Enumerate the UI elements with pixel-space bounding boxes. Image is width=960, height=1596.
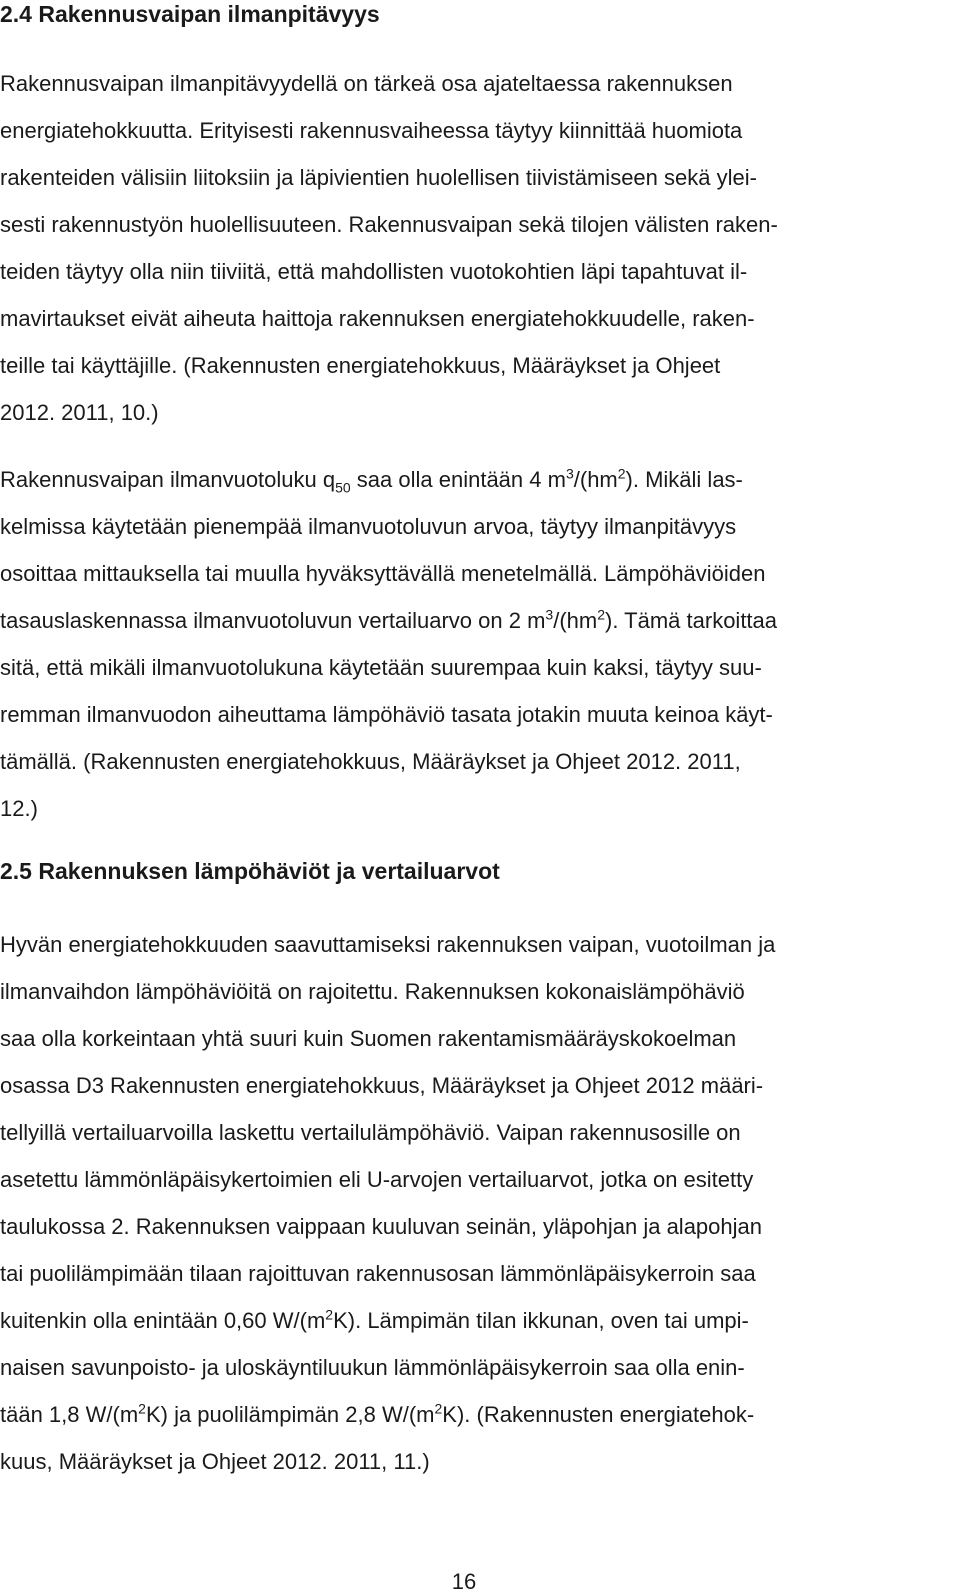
text-fragment: K). (Rakennusten energiatehok-: [442, 1402, 755, 1427]
text-fragment: K). Lämpimän tilan ikkunan, oven tai umpi-: [333, 1308, 749, 1333]
superscript: 2: [138, 1400, 146, 1417]
text-line: rakenteiden välisiin liitoksiin ja läpivientien huolellisen tiivistämiseen sekä ylei-: [0, 165, 757, 190]
text-fragment: saa olla enintään 4 m: [350, 467, 566, 492]
text-line: sitä, että mikäli ilmanvuotolukuna käytetään suurempaa kuin kaksi, täytyy suu-: [0, 655, 762, 680]
text-line: ilmanvaihdon lämpöhäviöitä on rajoitettu. Rakennuksen kokonaislämpöhäviö: [0, 979, 745, 1004]
text-line: naisen savunpoisto- ja uloskäyntiluukun lämmönläpäisykerroin saa olla enin-: [0, 1355, 745, 1380]
text-line: tellyillä vertailuarvoilla laskettu vertailulämpöhäviö. Vaipan rakennusosille on: [0, 1120, 741, 1145]
text-fragment: kuitenkin olla enintään 0,60 W/(m: [0, 1308, 326, 1333]
superscript: 3: [545, 606, 554, 623]
text-fragment: tasauslaskennassa ilmanvuotoluvun vertailuarvo on 2 m: [0, 608, 546, 633]
section-heading-2-5: 2.5 Rakennuksen lämpöhäviöt ja vertailuarvot: [0, 858, 500, 884]
superscript: 2: [434, 1400, 443, 1417]
text-line: energiatehokkuutta. Erityisesti rakennusvaiheessa täytyy kiinnittää huomiota: [0, 118, 743, 143]
text-line: osoittaa mittauksella tai muulla hyväksyttävällä menetelmällä. Lämpöhäviöiden: [0, 561, 766, 586]
text-line: saa olla korkeintaan yhtä suuri kuin Suomen rakentamismääräyskokoelman: [0, 1026, 737, 1051]
text-line: Rakennusvaipan ilmanpitävyydellä on tärkeä osa ajateltaessa rakennuksen: [0, 71, 733, 96]
text-fragment: Rakennusvaipan ilmanvuotoluku q: [0, 467, 336, 492]
text-line: taulukossa 2. Rakennuksen vaippaan kuuluvan seinän, yläpohjan ja alapohjan: [0, 1214, 762, 1239]
text-fragment: K) ja puolilämpimän 2,8 W/(m: [145, 1402, 435, 1427]
text-line: [0, 597, 960, 644]
text-fragment: /(hm: [573, 467, 618, 492]
text-line: [0, 1391, 960, 1438]
text-line: tämällä. (Rakennusten energiatehokkuus, Määräykset ja Ohjeet 2012. 2011,: [0, 749, 741, 774]
text-fragment: ). Mikäli las-: [625, 467, 743, 492]
superscript: 2: [325, 1306, 334, 1323]
text-line: [0, 456, 960, 503]
text-line: teiden täytyy olla niin tiiviitä, että mahdollisten vuotokohtien läpi tapahtuvat il-: [0, 259, 748, 284]
text-fragment: /(hm: [553, 608, 598, 633]
text-line: 12.): [0, 796, 38, 821]
text-line: osassa D3 Rakennusten energiatehokkuus, Määräykset ja Ohjeet 2012 määri-: [0, 1073, 764, 1098]
superscript: 3: [565, 465, 574, 482]
superscript: 2: [597, 606, 606, 623]
page-number: 16: [451, 1569, 477, 1594]
text-line: [0, 1297, 960, 1344]
text-line: kelmissa käytetään pienempää ilmanvuotoluvun arvoa, täytyy ilmanpitävyys: [0, 514, 737, 539]
text-line: 2012. 2011, 10.): [0, 400, 159, 425]
text-line: kuus, Määräykset ja Ohjeet 2012. 2011, 11.): [0, 1449, 430, 1474]
text-line: remman ilmanvuodon aiheuttama lämpöhäviö tasata jotakin muuta keinoa käyt-: [0, 702, 773, 727]
text-line: asetettu lämmönläpäisykertoimien eli U-arvojen vertailuarvot, jotka on esitetty: [0, 1167, 754, 1192]
text-line: teille tai käyttäjille. (Rakennusten energiatehokkuus, Määräykset ja Ohjeet: [0, 353, 721, 378]
paragraph-air-leakage-rate: [0, 456, 960, 832]
text-line: tai puolilämpimään tilaan rajoittuvan rakennusosan lämmönläpäisykerroin saa: [0, 1261, 756, 1286]
superscript: 2: [617, 465, 626, 482]
text-line: sesti rakennustyön huolellisuuteen. Rakennusvaipan sekä tilojen välisten raken-: [0, 212, 778, 237]
text-line: mavirtaukset eivät aiheuta haittoja rakennuksen energiatehokkuudelle, raken-: [0, 306, 755, 331]
paragraph-heat-loss: [0, 921, 960, 1485]
text-fragment: tään 1,8 W/(m: [0, 1402, 139, 1427]
section-heading-2-4: 2.4 Rakennusvaipan ilmanpitävyys: [0, 1, 380, 27]
paragraph-air-tightness: [0, 60, 960, 436]
text-fragment: ). Tämä tarkoittaa: [605, 608, 778, 633]
text-line: Hyvän energiatehokkuuden saavuttamiseksi rakennuksen vaipan, vuotoilman ja: [0, 932, 776, 957]
subscript: 50: [335, 479, 351, 496]
